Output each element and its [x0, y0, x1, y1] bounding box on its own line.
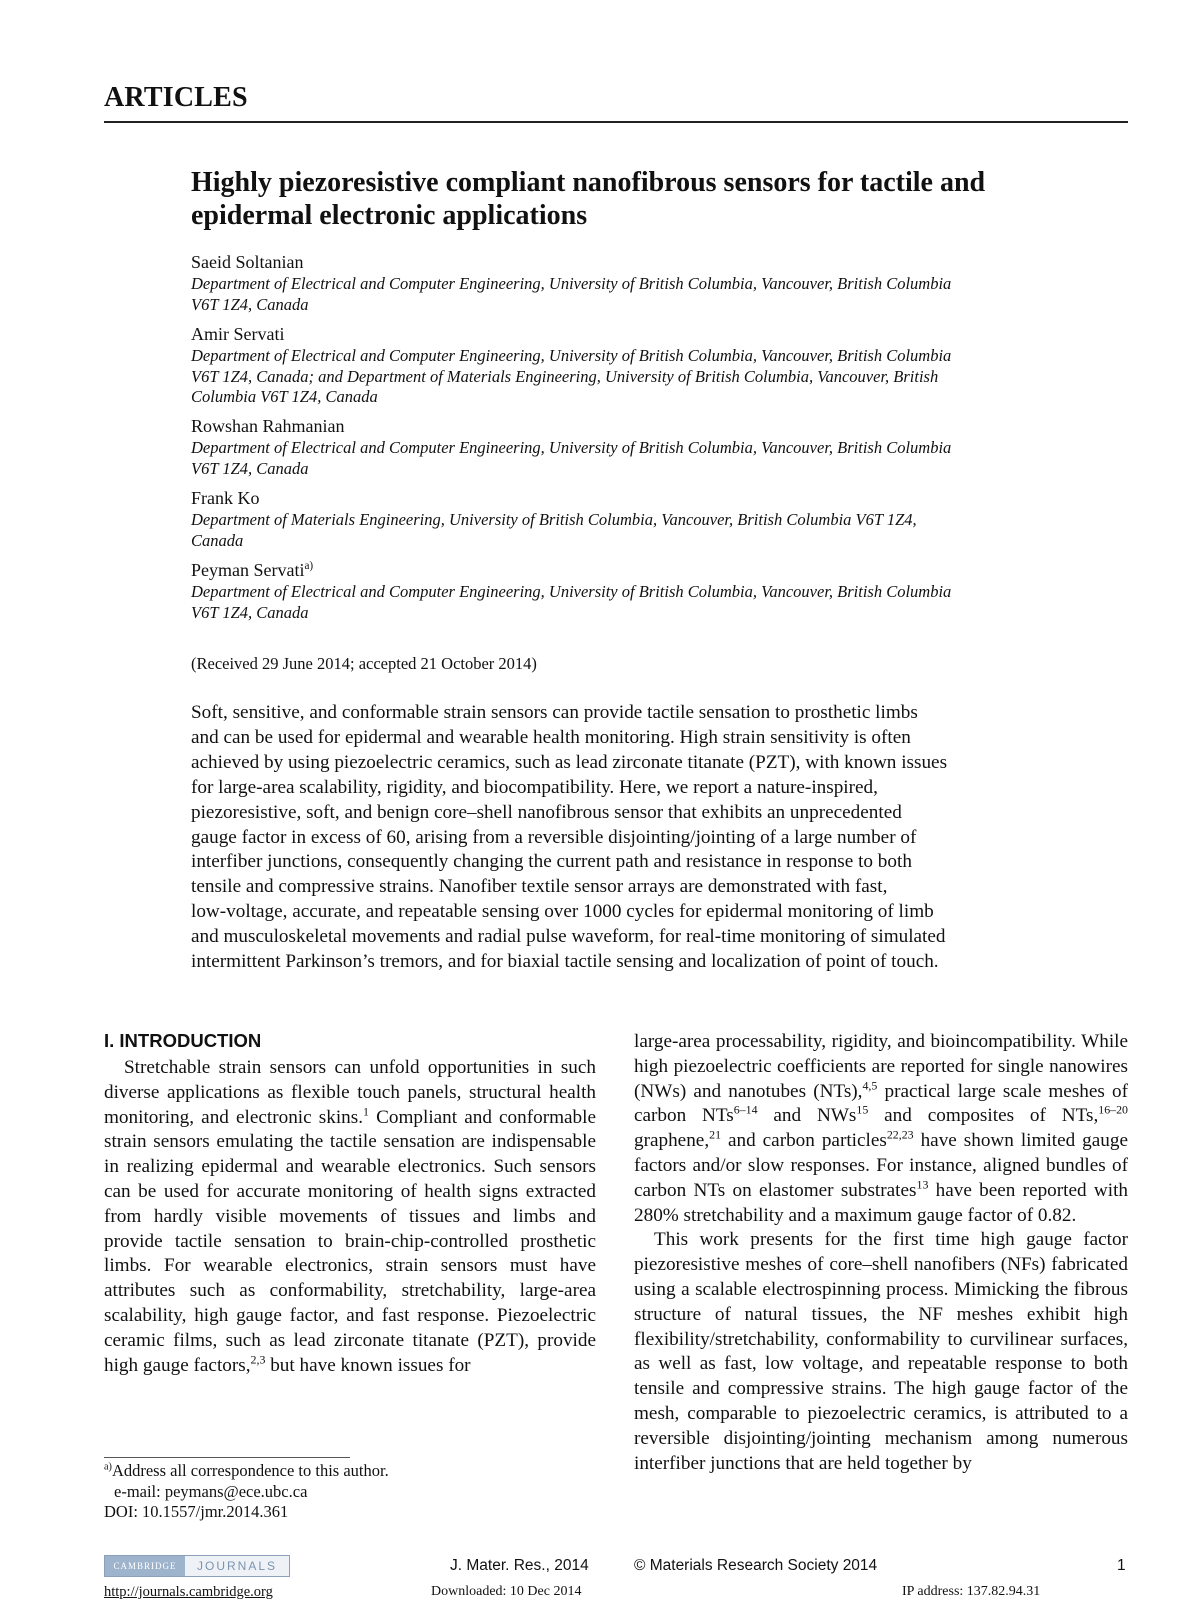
- intro-right-column: [634, 1030, 1128, 1476]
- page-number: 1: [1117, 1557, 1126, 1574]
- footnote-email: e-mail: peymans@ece.ubc.ca: [114, 1481, 308, 1501]
- text-run: Compliant and conformable strain sensors emulating the tactile sensation are indispensable in realizing epidermal and wearable electronics. Such sensors can be used for accurate monitoring of health signs extracted from hardly visible movements of tissues and limbs and provide tactile sensation to brain-chip-controlled prosthetic limbs. For wearable electronics, strain sensors must have attributes such as conformability, stretchability, large-area scalability, high gauge factor, and fast response. Piezoelectric ceramic films, such as lead zirconate titanate (PZT), provide high gauge factors,: [104, 1106, 596, 1376]
- journal-url[interactable]: [104, 1584, 273, 1601]
- intro-left-column: [104, 1056, 596, 1378]
- section-header: ARTICLES: [104, 82, 248, 113]
- citation: 13: [916, 1177, 929, 1192]
- paragraph: [104, 1056, 596, 1378]
- copyright: © Materials Research Society 2014: [634, 1557, 878, 1574]
- citation: 1: [363, 1104, 369, 1119]
- footnote-text: Address all correspondence to this author.: [111, 1461, 389, 1480]
- footnote-doi: DOI: 10.1557/jmr.2014.361: [104, 1502, 289, 1521]
- author-entry: [191, 558, 1071, 623]
- abstract-line: tensile and compressive strains. Nanofiber textile sensor arrays are demonstrated with fast,: [191, 876, 888, 898]
- author-affiliation: [191, 274, 1071, 315]
- abstract-line: intermittent Parkinson’s tremors, and for biaxial tactile sensing and localization of point of touch.: [191, 951, 939, 973]
- author-entry: [191, 486, 1071, 551]
- abstract-line: and musculoskeletal movements and radial pulse waveform, for real-time monitoring of simulated: [191, 926, 946, 948]
- text-run: practical large scale meshes of carbon NTs: [634, 1080, 1129, 1127]
- author-name: Amir Servati: [191, 324, 285, 344]
- author-affiliation: [191, 438, 1071, 479]
- text-run: have been reported with 280% stretchability and a maximum gauge factor of 0.82.: [634, 1179, 1128, 1226]
- author-name: Saeid Soltanian: [191, 252, 304, 272]
- abstract-line: gauge factor in excess of 60, arising from a reversible disjointing/jointing of a large number of: [191, 826, 917, 848]
- author-affiliation: [191, 582, 1071, 623]
- logo-right-text: JOURNALS: [185, 1556, 289, 1576]
- author-footnote-mark: a): [304, 560, 314, 572]
- author-affiliation: [191, 346, 1071, 408]
- abstract-line: piezoresistive, soft, and benign core–shell nanofibrous sensor that exhibits an unprecedented: [191, 801, 902, 823]
- affiliation-line: Department of Electrical and Computer Engineering, University of British Columbia, Vancouver, British Columbia: [191, 582, 952, 601]
- text-run: have shown limited gauge factors and/or slow responses. For instance, aligned bundles of carbon NTs on elastomer substrates: [634, 1130, 1128, 1201]
- affiliation-line: Department of Electrical and Computer Engineering, University of British Columbia, Vancouver, British Columbia: [191, 274, 952, 293]
- title-line: epidermal electronic applications: [191, 200, 588, 231]
- abstract-line: interfiber junctions, consequently changing the current path and resistance in response to both: [191, 851, 912, 873]
- text-run: and composites of NTs,: [868, 1105, 1099, 1127]
- footnotes: [104, 1461, 389, 1523]
- abstract-line: and can be used for epidermal and wearable health monitoring. High strain sensitivity is often: [191, 726, 911, 748]
- abstract: [191, 701, 1046, 975]
- ip-address: IP address: 137.82.94.31: [902, 1584, 1041, 1599]
- citation: 21: [709, 1127, 722, 1142]
- header-rule: [104, 121, 1128, 123]
- abstract-line: achieved by using piezoelectric ceramics, such as lead zirconate titanate (PZT), with known issues: [191, 751, 948, 773]
- citation: 6–14: [733, 1103, 758, 1117]
- citation: 22,23: [886, 1127, 914, 1142]
- author-name: Rowshan Rahmanian: [191, 416, 345, 436]
- affiliation-line: V6T 1Z4, Canada: [191, 294, 309, 314]
- affiliation-line: V6T 1Z4, Canada: [191, 458, 309, 478]
- abstract-line: for large-area scalability, rigidity, and biocompatibility. Here, we report a nature-inspired,: [191, 776, 878, 798]
- affiliation-line: Canada: [191, 530, 244, 550]
- author-entry: [191, 322, 1071, 408]
- author-entry: [191, 250, 1071, 315]
- section-heading: I. INTRODUCTION: [104, 1030, 262, 1051]
- author-affiliation: [191, 510, 1071, 551]
- citation: 4,5: [862, 1078, 878, 1093]
- citation: 16–20: [1098, 1103, 1128, 1117]
- abstract-line: Soft, sensitive, and conformable strain sensors can provide tactile sensation to prosthetic limbs: [191, 702, 918, 723]
- affiliation-line: Columbia V6T 1Z4, Canada: [191, 387, 378, 406]
- abstract-line: low-voltage, accurate, and repeatable sensing over 1000 cycles for epidermal monitoring of limb: [191, 901, 934, 923]
- article-title: [191, 166, 1071, 232]
- logo-left-text: CAMBRIDGE: [105, 1556, 185, 1576]
- text-run: graphene,: [634, 1130, 710, 1152]
- text-run: and carbon particles: [721, 1130, 887, 1152]
- author-name: Frank Ko: [191, 488, 260, 508]
- journal-citation: J. Mater. Res., 2014: [450, 1557, 589, 1574]
- affiliation-line: Department of Electrical and Computer Engineering, University of British Columbia, Vancouver, British Columbia: [191, 346, 952, 365]
- text-run: but have known issues for: [265, 1354, 471, 1376]
- journal-link[interactable]: http://journals.cambridge.org: [104, 1584, 273, 1600]
- received-dates: (Received 29 June 2014; accepted 21 October 2014): [191, 654, 537, 673]
- citation: 15: [856, 1103, 869, 1117]
- text-run: Stretchable strain sensors can unfold opportunities in such diverse applications as flexible touch panels, structural health monitoring, and electronic skins.: [104, 1057, 596, 1128]
- text-run: large-area processability, rigidity, and bioincompatibility. While high piezoelectric coefficients are reported for single nanowires (NWs) and nanotubes (NTs),: [634, 1031, 1128, 1102]
- download-date: Downloaded: 10 Dec 2014: [431, 1584, 582, 1599]
- affiliation-line: Department of Electrical and Computer Engineering, University of British Columbia, Vancouver, British Columbia: [191, 438, 952, 457]
- author-name: [191, 558, 1071, 582]
- affiliation-line: V6T 1Z4, Canada; and Department of Materials Engineering, University of British Columbia, Vancouver, British: [191, 366, 939, 386]
- paragraph: This work presents for the first time high gauge factor piezoresistive meshes of core–shell nanofibers (NFs) fabricated using a scalable electrospinning process. Mimicking the fibrous structure of natural tissues, the NF meshes exhibit high flexibility/stretchability, conformability to curvilinear surfaces, as well as fast, low voltage, and repeatable response to both tensile and compressive strains. The high gauge factor of the mesh, comparable to piezoelectric ceramics, is attributed to a reversible disjointing/jointing mechanism among numerous interfiber junctions that are held together by: [634, 1229, 1128, 1474]
- title-line: Highly piezoresistive compliant nanofibrous sensors for tactile and: [191, 167, 986, 198]
- text-run: and NWs: [757, 1105, 857, 1127]
- cambridge-journals-logo: [104, 1555, 290, 1577]
- footnote-rule: [104, 1457, 350, 1458]
- footnote-mark: a): [104, 1461, 112, 1473]
- paragraph: [634, 1030, 1128, 1228]
- affiliation-line: V6T 1Z4, Canada: [191, 602, 309, 622]
- affiliation-line: Department of Materials Engineering, University of British Columbia, Vancouver, British Columbia V6T 1Z4,: [191, 510, 917, 529]
- citation: 2,3: [250, 1352, 266, 1367]
- author-name-text: Peyman Servati: [191, 560, 305, 580]
- author-entry: [191, 414, 1071, 479]
- footnote-correspondence: [104, 1461, 389, 1482]
